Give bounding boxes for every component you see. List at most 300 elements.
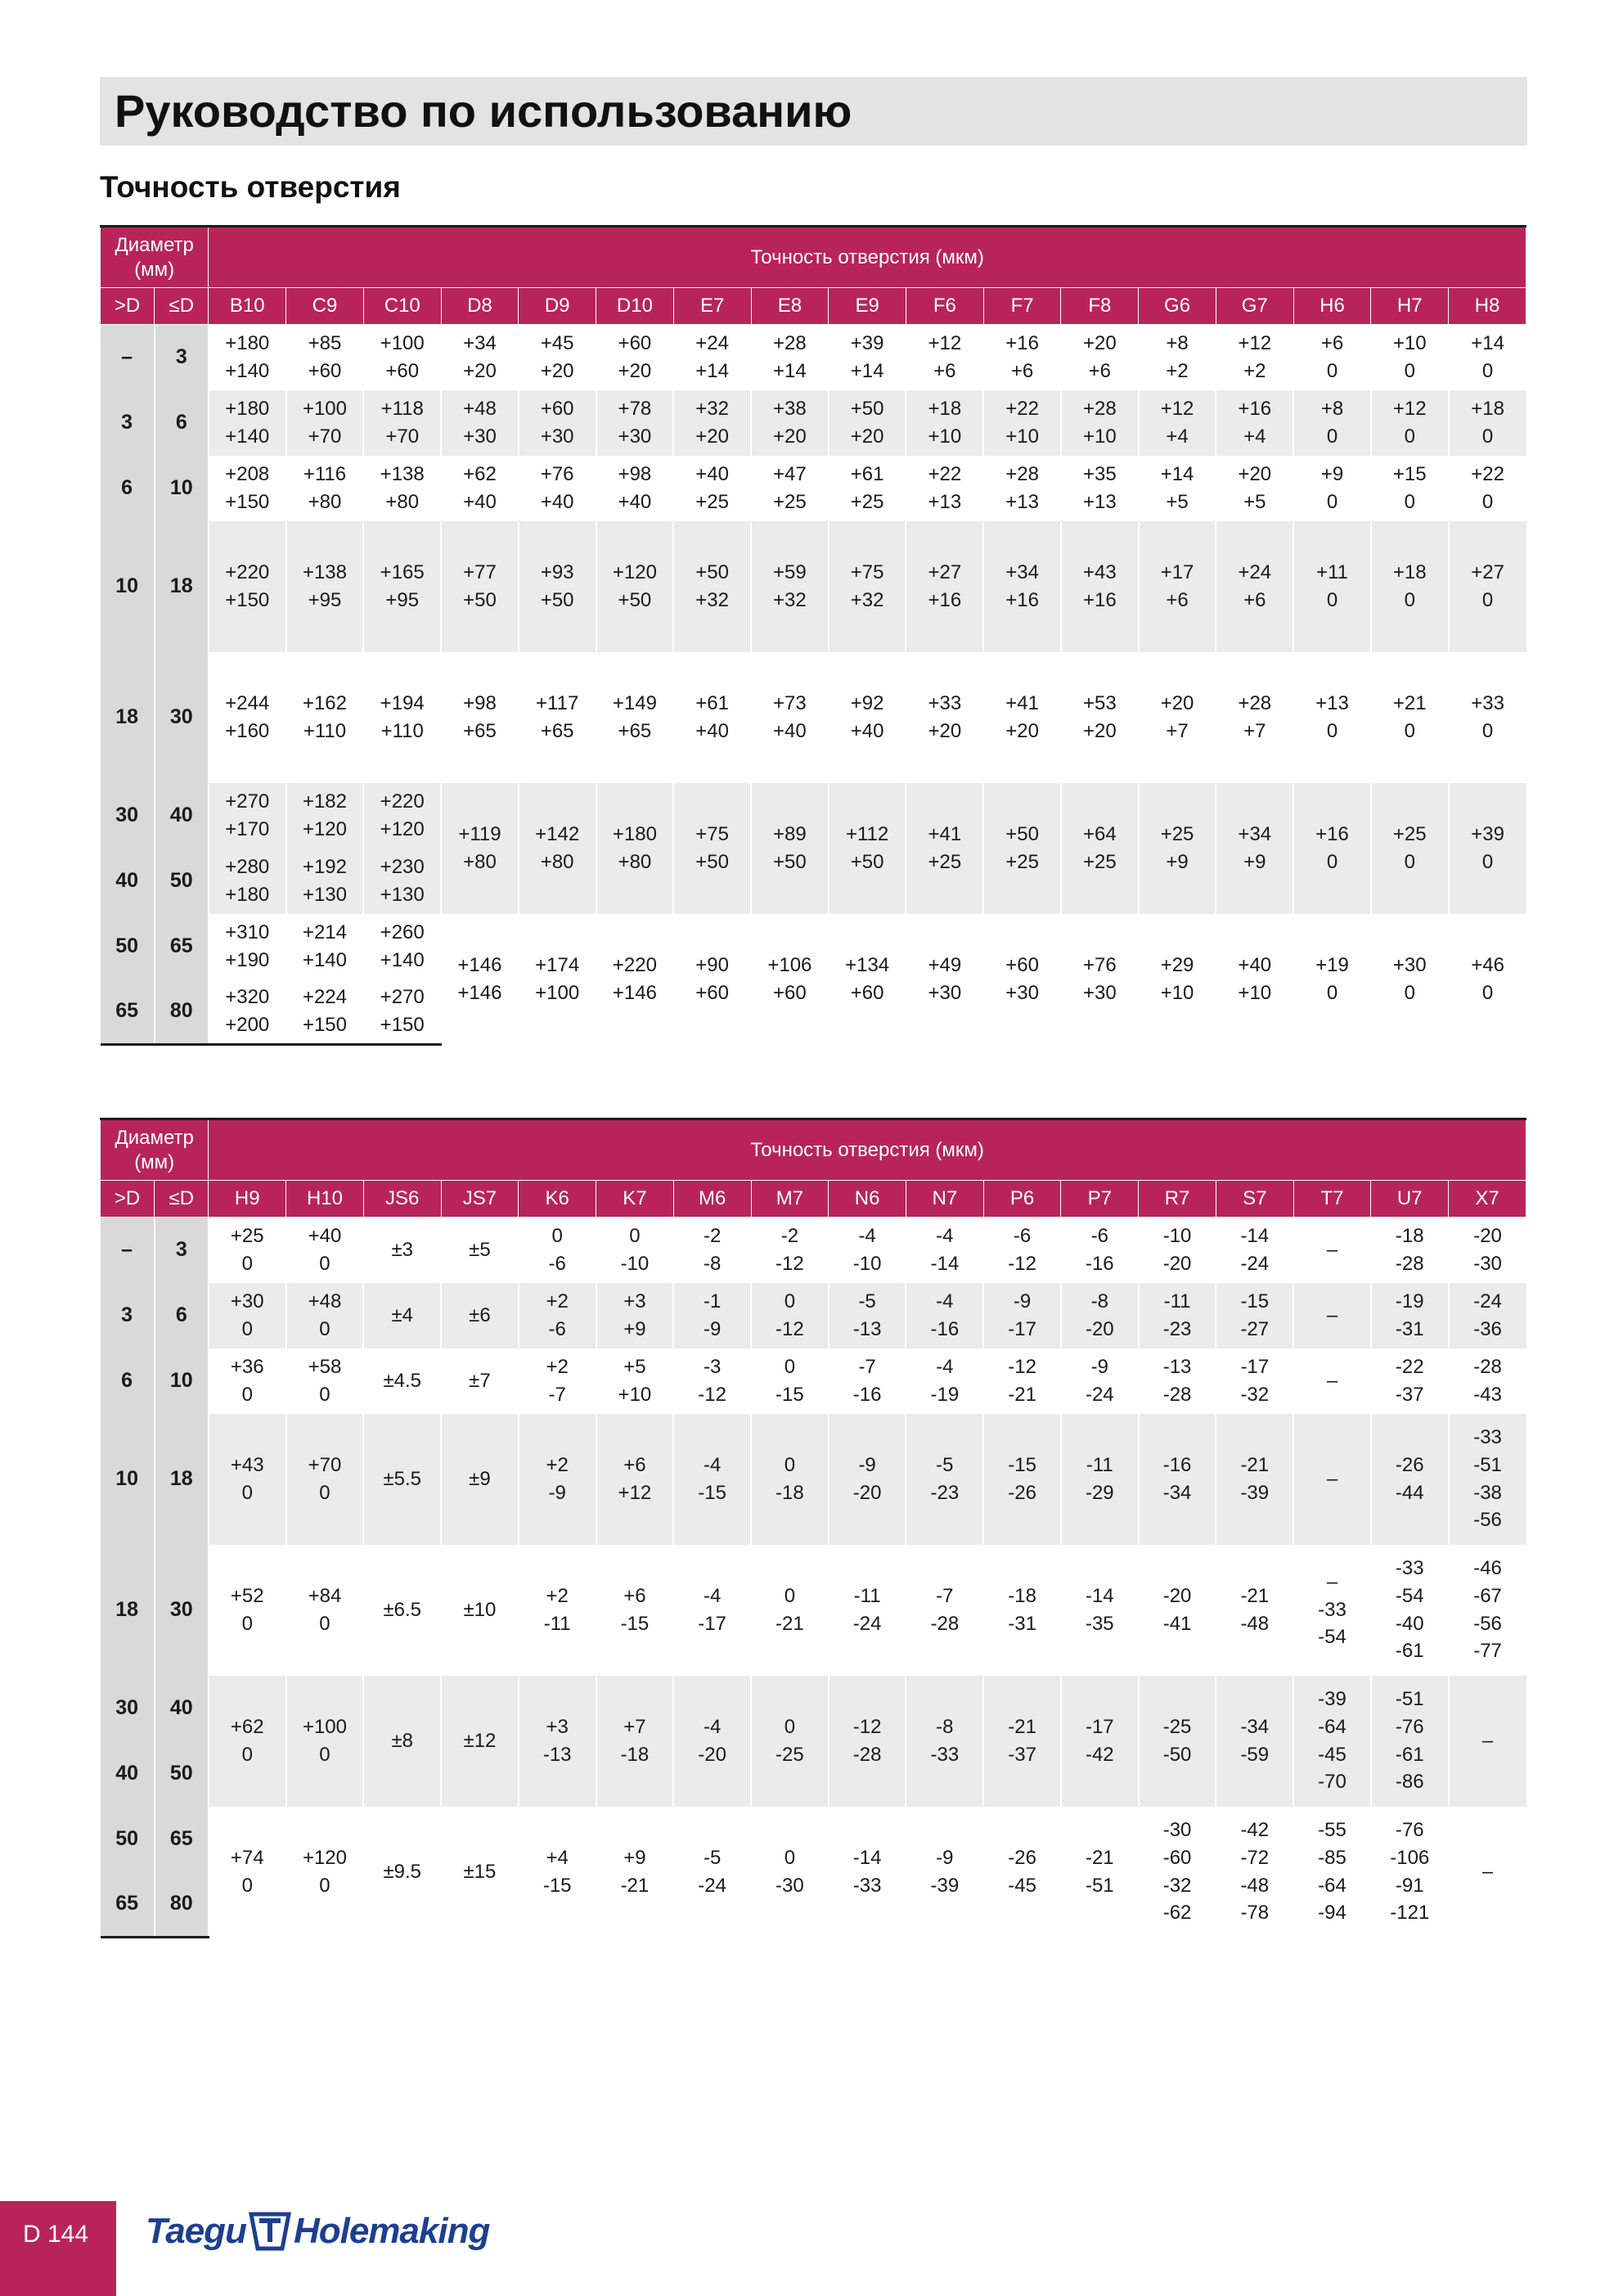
tolerance-line: +34: [463, 332, 497, 355]
diameter-cell: 6: [101, 456, 155, 521]
tolerance-line: +170: [225, 817, 270, 840]
tolerance-line: -21: [1240, 1453, 1270, 1476]
tolerance-value: [1216, 1452, 1293, 1506]
tolerance-line: +13: [1005, 490, 1039, 513]
tolerance-line: -16: [930, 1317, 960, 1340]
tolerance-line: -20: [1162, 1252, 1192, 1275]
tolerance-line: +20: [1082, 719, 1117, 742]
tolerance-value: [597, 1713, 673, 1768]
tolerance-line: 0: [319, 1612, 330, 1635]
tolerance-value: [287, 1844, 363, 1899]
tolerance-line: +6: [623, 1453, 646, 1476]
tolerance-value: [674, 330, 750, 385]
tolerance-value: [1372, 395, 1448, 450]
tolerance-value: [287, 853, 363, 908]
tolerance-line: +146: [457, 981, 502, 1004]
tolerance-value: [287, 1353, 363, 1408]
tolerance-value: -33 -54: [1395, 1557, 1424, 1607]
tolerance-value: [1140, 690, 1216, 745]
tolerance-line: -4: [703, 1715, 722, 1738]
tolerance-value: -46 -67: [1473, 1557, 1502, 1607]
tolerance-line: +150: [380, 1013, 425, 1036]
hole-tolerance-table-1: [100, 225, 1526, 1046]
tolerance-line: +58: [308, 1355, 342, 1378]
tolerance-line: 0: [1326, 981, 1338, 1004]
tolerance-line: 0: [784, 1846, 796, 1869]
tolerance-value: [364, 330, 440, 385]
tolerance-class-header: X7: [1449, 1181, 1526, 1218]
tolerance-line: -21: [1008, 1715, 1036, 1738]
tolerance-line: -31: [1395, 1317, 1424, 1340]
tolerance-value: [984, 1452, 1060, 1506]
diameter-cell: 30: [101, 1676, 155, 1741]
tolerance-value: [519, 395, 596, 450]
tolerance-class-header: N7: [906, 1181, 983, 1218]
tolerance-value: [209, 1713, 285, 1768]
tolerance-line: +9: [1166, 850, 1189, 873]
tolerance-class-header: M7: [751, 1181, 829, 1218]
tolerance-line: +75: [695, 822, 729, 845]
tolerance-value: [1062, 395, 1138, 450]
tolerance-line: +6: [1166, 588, 1189, 611]
tolerance-value: [1140, 1288, 1216, 1343]
tolerance-line: +260: [380, 921, 425, 943]
tolerance-line: +28: [1238, 691, 1272, 714]
diameter-cell: 65: [101, 1872, 155, 1938]
tolerance-value: -61 -86: [1395, 1743, 1424, 1794]
tolerance-line: -28: [852, 1743, 882, 1766]
diameter-header: Диаметр (мм): [101, 227, 209, 288]
tolerance-value: [1372, 1353, 1448, 1408]
tolerance-line: +134: [845, 953, 890, 976]
tolerance-value: –: [1326, 1369, 1338, 1392]
brand-t-icon: [248, 2209, 292, 2253]
tolerance-line: -15: [776, 1383, 804, 1406]
tolerance-line: -28: [1473, 1355, 1502, 1378]
tolerance-line: -24: [1240, 1252, 1270, 1275]
tolerance-value: -33 -51: [1473, 1426, 1502, 1476]
tolerance-line: +2: [546, 1584, 569, 1607]
tolerance-line: 0: [241, 1252, 253, 1275]
tolerance-value: [364, 395, 440, 450]
tolerance-line: +119: [458, 822, 501, 845]
tolerance-line: +7: [623, 1715, 646, 1738]
tolerance-line: +100: [302, 1715, 347, 1738]
tolerance-line: -12: [852, 1715, 882, 1738]
tolerance-value: [287, 1452, 363, 1506]
tolerance-line: +120: [302, 1846, 347, 1869]
tolerance-value: [906, 1452, 982, 1506]
tolerance-value: [1140, 461, 1216, 515]
tolerance-value: [1062, 1582, 1138, 1637]
tolerance-line: +28: [1082, 397, 1117, 420]
tolerance-line: -15: [698, 1481, 726, 1504]
tolerance-value: ±15: [463, 1860, 497, 1883]
tolerance-line: +120: [302, 817, 347, 840]
tolerance-line: -20: [698, 1743, 726, 1766]
tolerance-value: –: [1326, 1467, 1338, 1490]
tolerance-class-header: D9: [519, 288, 596, 325]
tolerance-class-header: B10: [209, 288, 286, 325]
tolerance-line: -9: [858, 1453, 876, 1476]
tolerance-line: 0: [1481, 425, 1494, 448]
diameter-cell: 10: [155, 1348, 209, 1414]
tolerance-value: [752, 952, 828, 1006]
tolerance-line: +12: [1392, 397, 1427, 420]
tolerance-value: [674, 1844, 750, 1899]
tolerance-line: -4: [703, 1453, 722, 1476]
tolerance-line: +140: [225, 359, 270, 382]
tolerance-value: -40 -61: [1395, 1612, 1424, 1663]
tolerance-value: ±9.5: [383, 1860, 421, 1883]
tolerance-class-header: N6: [829, 1181, 906, 1218]
tolerance-value: [209, 1844, 285, 1899]
diameter-cell: 40: [101, 1741, 155, 1807]
tolerance-line: +192: [302, 855, 347, 878]
tolerance-line: 0: [1404, 490, 1415, 513]
tolerance-line: -17: [698, 1612, 726, 1635]
tolerance-value: [674, 559, 750, 614]
tolerance-line: -12: [776, 1317, 804, 1340]
tolerance-line: +60: [695, 981, 729, 1004]
tolerance-value: [984, 952, 1060, 1006]
tolerance-value: [674, 1288, 750, 1343]
tolerance-line: -34: [1240, 1715, 1270, 1738]
tolerance-line: +40: [695, 462, 729, 485]
diameter-cell: 65: [155, 914, 209, 979]
tolerance-line: +40: [850, 719, 884, 742]
page-title: Руководство по использованию: [115, 85, 852, 137]
tolerance-line: +13: [1315, 691, 1349, 714]
tolerance-line: +120: [612, 560, 657, 583]
tolerance-line: 0: [319, 1317, 330, 1340]
tolerance-line: 0: [241, 1743, 253, 1766]
tolerance-line: 0: [784, 1584, 796, 1607]
tolerance-value: [984, 330, 1060, 385]
tolerance-line: +40: [695, 719, 729, 742]
tolerance-line: +130: [380, 883, 425, 906]
tolerance-value: [209, 1452, 285, 1506]
tolerance-value: [519, 1222, 596, 1277]
tolerance-line: -6: [1013, 1225, 1032, 1248]
tolerance-line: +12: [1238, 332, 1272, 355]
tolerance-value: [906, 1222, 982, 1277]
tolerance-line: +174: [535, 953, 580, 976]
tolerance-line: +50: [463, 588, 497, 611]
tolerance-line: -12: [1008, 1355, 1036, 1378]
tolerance-line: +162: [302, 691, 347, 714]
tolerance-line: 0: [319, 1481, 330, 1504]
tolerance-value: [906, 1713, 982, 1768]
tolerance-line: +30: [540, 425, 574, 448]
tolerance-line: +39: [850, 332, 884, 355]
tolerance-value: [1140, 1582, 1216, 1637]
tolerance-line: -11: [1163, 1290, 1191, 1312]
tolerance-line: -25: [1162, 1715, 1192, 1738]
tolerance-line: +32: [695, 588, 729, 611]
tolerance-line: +110: [380, 719, 424, 742]
tolerance-line: +35: [1082, 462, 1117, 485]
tolerance-class-header: P6: [983, 1181, 1061, 1218]
tolerance-value: -39 -64: [1318, 1688, 1347, 1738]
tolerance-line: -24: [698, 1874, 726, 1897]
tolerance-line: 0: [551, 1225, 563, 1248]
tolerance-line: +40: [308, 1225, 342, 1248]
tolerance-line: -17: [1085, 1715, 1114, 1738]
tolerance-line: +84: [308, 1584, 342, 1607]
tolerance-line: +3: [623, 1290, 646, 1312]
tolerance-line: 0: [784, 1290, 796, 1312]
tolerance-class-header: F8: [1061, 288, 1139, 325]
tolerance-line: -25: [776, 1743, 804, 1766]
tolerance-value: [1372, 690, 1448, 745]
tolerance-value: [752, 1353, 828, 1408]
tolerance-value: ±7: [469, 1369, 491, 1392]
tolerance-value: [597, 1353, 673, 1408]
tolerance-class-header: F7: [983, 288, 1061, 325]
tolerance-line: +10: [1392, 332, 1427, 355]
tolerance-line: +50: [850, 397, 884, 420]
tolerance-line: +33: [928, 691, 962, 714]
tolerance-line: -34: [1162, 1481, 1192, 1504]
tolerance-line: +150: [302, 1013, 347, 1036]
tolerance-value: [209, 559, 285, 614]
tolerance-line: +16: [928, 588, 962, 611]
tolerance-class-header: G6: [1139, 288, 1216, 325]
tolerance-value: [209, 395, 285, 450]
tolerance-value: [287, 1288, 363, 1343]
tolerance-line: 0: [1326, 850, 1338, 873]
tolerance-value: [1450, 330, 1526, 385]
tolerance-value: [364, 690, 440, 745]
tolerance-line: -12: [698, 1383, 726, 1406]
tolerance-value: [1140, 395, 1216, 450]
tolerance-value: [519, 559, 596, 614]
tolerance-line: +180: [225, 883, 270, 906]
tolerance-line: +11: [1316, 560, 1348, 583]
tolerance-line: -4: [858, 1225, 876, 1248]
tolerance-value: [1216, 1222, 1293, 1277]
diameter-cell: 40: [155, 1676, 209, 1741]
tolerance-line: 0: [1326, 490, 1338, 513]
diameter-cell: 10: [101, 521, 155, 652]
tolerance-line: 0: [784, 1355, 796, 1378]
tolerance-line: 0: [1404, 425, 1415, 448]
tolerance-line: +130: [302, 883, 347, 906]
diameter-cell: 80: [155, 979, 209, 1045]
tolerance-line: +120: [380, 817, 425, 840]
tolerance-line: +45: [540, 332, 574, 355]
diameter-cell: 3: [155, 325, 209, 390]
tolerance-value: [984, 690, 1060, 745]
tolerance-value: [1372, 952, 1448, 1006]
tolerance-line: +80: [463, 850, 497, 873]
tolerance-line: +2: [546, 1355, 569, 1378]
tolerance-value: [984, 1353, 1060, 1408]
tolerance-line: -6: [548, 1252, 566, 1275]
tolerance-value: –: [1481, 1729, 1494, 1752]
tolerance-class-header: T7: [1293, 1181, 1371, 1218]
tolerance-line: +62: [230, 1715, 264, 1738]
tolerance-value: [1216, 461, 1293, 515]
tolerance-line: 0: [1326, 425, 1338, 448]
tolerance-line: +61: [695, 691, 729, 714]
tolerance-value: ±5.5: [383, 1467, 421, 1490]
tolerance-value: [1450, 1222, 1526, 1277]
tolerance-value: [752, 1288, 828, 1343]
tolerance-line: -18: [1395, 1225, 1424, 1248]
tolerance-value: [597, 690, 673, 745]
tolerance-value: [597, 1452, 673, 1506]
tolerance-line: +9: [623, 1317, 646, 1340]
tolerance-line: +34: [1238, 822, 1272, 845]
tolerance-line: -4: [936, 1290, 954, 1312]
tolerance-line: -12: [1008, 1252, 1036, 1275]
tolerance-value: [1062, 1844, 1138, 1899]
page-number-tab: [0, 2201, 116, 2296]
tolerance-line: +118: [380, 397, 424, 420]
tolerance-line: -21: [620, 1874, 650, 1897]
tolerance-value: [1372, 1288, 1448, 1343]
tolerance-line: +30: [1392, 953, 1427, 976]
tolerance-line: -20: [1162, 1584, 1192, 1607]
tolerance-value: [752, 395, 828, 450]
tolerance-line: -33: [930, 1743, 960, 1766]
tolerance-value: [1062, 1222, 1138, 1277]
tolerance-value: [674, 1353, 750, 1408]
tolerance-value: [1062, 1452, 1138, 1506]
tolerance-line: +13: [928, 490, 962, 513]
tolerance-line: +24: [695, 332, 729, 355]
tolerance-class-header: H10: [286, 1181, 364, 1218]
tolerance-value: -55 -85: [1318, 1819, 1347, 1869]
tolerance-line: -21: [776, 1612, 804, 1635]
tolerance-line: -3: [703, 1355, 722, 1378]
tolerance-line: +27: [1471, 560, 1504, 583]
tolerance-line: +5: [1243, 490, 1266, 513]
tolerance-value: [1216, 1288, 1293, 1343]
tolerance-line: +208: [225, 462, 270, 485]
tolerance-line: +20: [618, 359, 652, 382]
tolerance-value: [829, 1844, 906, 1899]
tolerance-value: -33 -54: [1318, 1598, 1347, 1649]
tolerance-value: [364, 461, 440, 515]
tolerance-line: +95: [385, 588, 420, 611]
tolerance-value: [1216, 952, 1293, 1006]
tolerance-line: +16: [1005, 332, 1039, 355]
tolerance-value: [1062, 1353, 1138, 1408]
tolerance-line: +150: [225, 490, 270, 513]
tolerance-value: [752, 821, 828, 876]
tolerance-line: -24: [852, 1612, 882, 1635]
tolerance-line: +2: [546, 1290, 569, 1312]
tolerance-line: -39: [1240, 1481, 1270, 1504]
tolerance-line: +29: [1160, 953, 1194, 976]
tolerance-line: +50: [540, 588, 574, 611]
tolerance-value: ±4: [391, 1303, 413, 1326]
tolerance-line: +19: [1315, 953, 1349, 976]
tolerance-class-header: D10: [596, 288, 674, 325]
tolerance-line: +2: [546, 1453, 569, 1476]
tolerance-line: +16: [1238, 397, 1272, 420]
tolerance-line: +140: [380, 948, 425, 971]
tolerance-line: -1: [703, 1290, 722, 1312]
tolerance-value: [209, 1353, 285, 1408]
tolerance-line: -21: [1240, 1584, 1270, 1607]
tolerance-line: 0: [784, 1715, 796, 1738]
tolerance-line: +30: [230, 1290, 264, 1312]
tolerance-line: +140: [302, 948, 347, 971]
tolerance-value: [209, 984, 285, 1038]
tolerance-line: +190: [225, 948, 270, 971]
tolerance-line: +98: [618, 462, 652, 485]
tolerance-value: [519, 461, 596, 515]
tolerance-class-header: G7: [1216, 288, 1293, 325]
tolerance-line: +30: [618, 425, 652, 448]
tolerance-line: +18: [928, 397, 962, 420]
tolerance-line: +80: [308, 490, 342, 513]
tolerance-line: +5: [623, 1355, 646, 1378]
tolerance-line: 0: [1404, 359, 1415, 382]
tolerance-value: [674, 395, 750, 450]
tolerance-value: -91 -121: [1390, 1874, 1430, 1925]
le-d-header: ≤D: [155, 1181, 209, 1218]
tolerance-value: [519, 1844, 596, 1899]
tolerance-value: [674, 461, 750, 515]
tolerance-class-header: F6: [906, 288, 983, 325]
tolerance-line: -39: [930, 1874, 960, 1897]
tolerance-line: +10: [1160, 981, 1194, 1004]
tolerance-line: +28: [1005, 462, 1039, 485]
tolerance-value: [442, 461, 518, 515]
tolerance-line: +224: [302, 986, 347, 1009]
tolerance-value: [1372, 821, 1448, 876]
tolerance-line: -10: [1162, 1225, 1192, 1248]
tolerance-line: +61: [850, 462, 884, 485]
tolerance-line: +60: [385, 359, 420, 382]
tolerance-value: [752, 559, 828, 614]
tolerance-line: +100: [302, 397, 347, 420]
tolerance-value: [1294, 690, 1370, 745]
tolerance-value: [1450, 821, 1526, 876]
tolerance-line: -9: [548, 1481, 566, 1504]
tolerance-line: -37: [1395, 1383, 1424, 1406]
tolerance-line: +43: [1082, 560, 1117, 583]
tolerance-line: +10: [928, 425, 962, 448]
tolerance-value: [1372, 330, 1448, 385]
tolerance-line: -9: [703, 1317, 722, 1340]
tolerance-line: -8: [1090, 1290, 1108, 1312]
tolerance-line: 0: [1404, 588, 1415, 611]
tolerance-line: -5: [936, 1453, 954, 1476]
tolerance-line: 0: [1481, 719, 1494, 742]
tolerance-line: +34: [1005, 560, 1039, 583]
tolerance-value: [1140, 559, 1216, 614]
diameter-cell: –: [101, 325, 155, 390]
tolerance-line: +138: [380, 462, 425, 485]
tolerance-value: [519, 821, 596, 876]
tolerance-value: [442, 690, 518, 745]
tolerance-line: +50: [695, 560, 729, 583]
tolerance-line: +14: [695, 359, 729, 382]
tolerance-value: [674, 1222, 750, 1277]
tolerance-line: -32: [1240, 1383, 1270, 1406]
le-d-header: ≤D: [155, 288, 209, 325]
tolerance-line: -2: [703, 1225, 722, 1248]
diameter-cell: 80: [155, 1872, 209, 1938]
tolerance-line: +182: [302, 790, 347, 813]
tolerance-value: [1216, 821, 1293, 876]
